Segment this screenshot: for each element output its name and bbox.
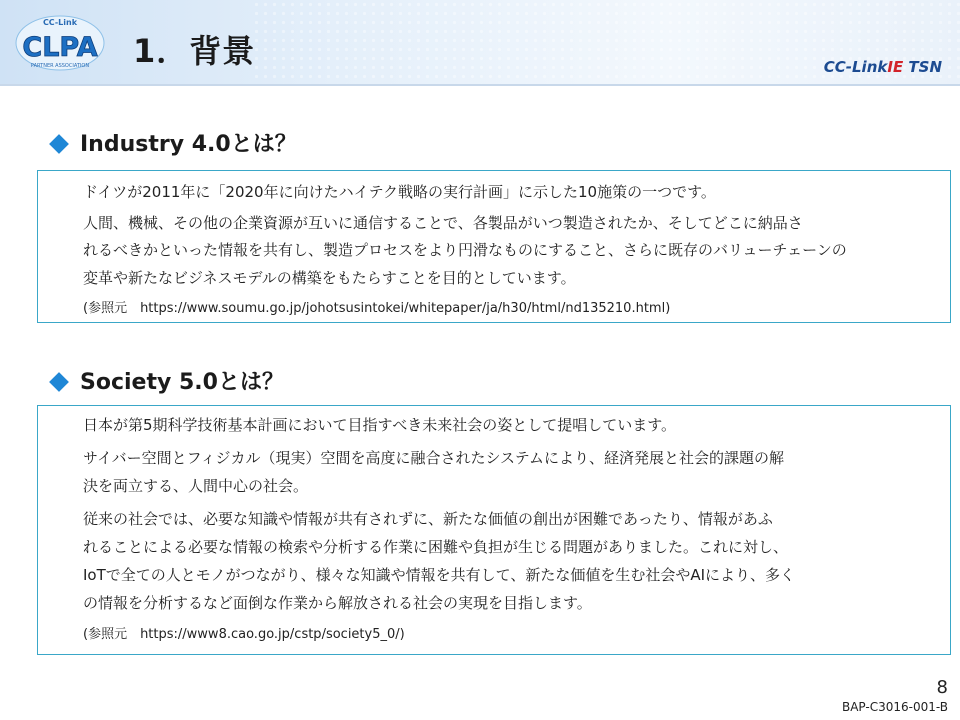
body-line: 人間、機械、その他の企業資源が互いに通信することで、各製品がいつ製造されたか、そしてどこに納品さ xyxy=(83,214,803,232)
society50-textbox xyxy=(37,405,951,655)
clpa-logo xyxy=(10,12,110,74)
brand-prefix: CC-Link xyxy=(823,58,888,76)
document-id: BAP-C3016-001-B xyxy=(841,700,948,714)
reference-line: (参照元 https://www8.cao.go.jp/cstp/society5_0/) xyxy=(83,627,405,642)
section-heading-text: Industry 4.0とは？ xyxy=(80,132,297,157)
body-line: れるべきかといった情報を共有し、製造プロセスをより円滑なものにすること、さらに既存のバリューチェーンの xyxy=(83,241,847,259)
body-line: ドイツが2011年に「2020年に向けたハイテク戦略の実行計画」に示した10施策の一つです。 xyxy=(83,183,716,201)
cc-link-ie-tsn-logo xyxy=(824,58,942,76)
reference-line: (参照元 https://www.soumu.go.jp/johotsusintokei/whitepaper/ja/h30/html/nd135210.html) xyxy=(83,301,671,316)
body-line: 日本が第5期科学技術基本計画において目指すべき未来社会の姿として提唱しています。 xyxy=(83,416,677,434)
brand-ie: IE xyxy=(887,58,904,76)
svg-text:CLPA: CLPA xyxy=(22,32,98,63)
page-number: 8 xyxy=(936,677,948,698)
diamond-bullet-icon xyxy=(49,372,69,392)
body-line: 従来の社会では、必要な知識や情報が共有されずに、新たな価値の創出が困難であったり、情報があふ xyxy=(83,510,773,528)
body-line: れることによる必要な情報の検索や分析する作業に困難や負担が生じる問題がありました。これに対し、 xyxy=(83,538,789,556)
section-heading-industry40 xyxy=(48,130,297,160)
section-heading-text: Society 5.0とは？ xyxy=(80,370,284,395)
diamond-bullet-icon xyxy=(49,134,69,154)
svg-text:PARTNER ASSOCIATION: PARTNER ASSOCIATION xyxy=(30,63,90,69)
page-title: 1．背景 xyxy=(133,32,256,70)
body-line: の情報を分析するなど面倒な作業から解放される社会の実現を目指します。 xyxy=(83,594,592,612)
body-line: IoTで全ての人とモノがつながり、様々な知識や情報を共有して、新たな価値を生む社会やAIにより、多く xyxy=(83,566,796,584)
body-line: サイバー空間とフィジカル（現実）空間を高度に融合されたシステムにより、経済発展と社会的課題の解 xyxy=(83,449,784,467)
body-line: 決を両立する、人間中心の社会。 xyxy=(83,477,309,495)
slide-header xyxy=(0,0,960,84)
body-line: 変革や新たなビジネスモデルの構築をもたらすことを目的としています。 xyxy=(83,269,576,287)
section-heading-society50 xyxy=(48,368,284,398)
industry40-textbox xyxy=(37,170,951,323)
svg-text:CC-Link: CC-Link xyxy=(42,18,78,27)
brand-suffix: TSN xyxy=(903,58,942,76)
header-divider xyxy=(0,84,960,86)
